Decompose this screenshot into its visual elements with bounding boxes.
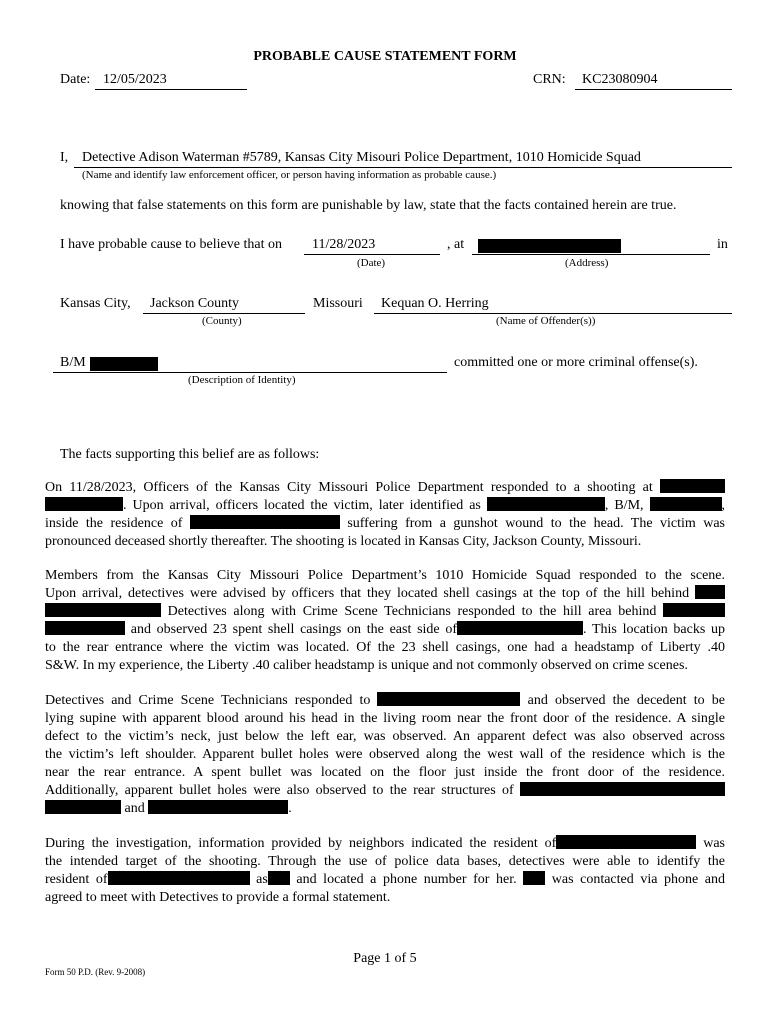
redaction-block xyxy=(487,497,605,511)
redaction-block xyxy=(268,871,290,885)
identity-caption: (Description of Identity) xyxy=(188,374,296,386)
redaction-block xyxy=(377,692,520,706)
pc-prefix: I have probable cause to believe that on xyxy=(60,237,282,252)
county-caption: (County) xyxy=(202,315,242,327)
narrative-paragraph-2: Members from the Kansas City Missouri Police Department’s 1010 Homicide Squad responded to the scene. Upon arrival, detectives were advised by officers that they located shell casings at the top of the hill behind Detectives along with Crime Scene Technicians responded to the hill area behind and observed 23 spent shell casings on the east side of . This location backs up to the rear entrance where the victim was located. Of the 23 shell casings, one had a headstamp of Liberty .40 S&W. In my experience, the Liberty .40 caliber headstamp is unique and not commonly observed on crime scenes. xyxy=(45,568,725,673)
pc-in: in xyxy=(717,237,728,252)
redaction-block xyxy=(523,871,545,885)
redaction-block xyxy=(478,239,621,253)
narrative-paragraph-1: On 11/28/2023, Officers of the Kansas City Missouri Police Department responded to a shooting at . Upon arrival, officers located the victim, later identified as , B/M, , inside the residence of suffering from a gunshot wound to the head. The victim was pronounced deceased shortly thereafter. The shooting is located in Kansas City, Jackson County, Missouri. xyxy=(45,480,725,549)
form-number: Form 50 P.D. (Rev. 9-2008) xyxy=(45,967,146,977)
date-caption: (Date) xyxy=(357,257,386,269)
redaction-block xyxy=(45,621,125,635)
redaction-block xyxy=(457,621,583,635)
city-label: Kansas City, xyxy=(60,296,131,311)
pc-date-field: 11/28/2023 xyxy=(304,236,440,255)
redaction-block xyxy=(45,497,123,511)
redaction-block xyxy=(650,497,722,511)
narrative-paragraph-4: During the investigation, information provided by neighbors indicated the resident of was the intended target of the shooting. Through the use of police data bases, detectives were able to identify the resident of as and located a phone number for her. was contacted via phone and agreed to meet with Detectives to provide a formal statement. xyxy=(45,836,725,905)
identity-value: B/M xyxy=(60,355,86,370)
knowing-statement: knowing that false statements on this form are punishable by law, state that the facts contained herein are true. xyxy=(60,198,677,213)
facts-intro: The facts supporting this belief are as follows: xyxy=(60,447,320,462)
committed-text: committed one or more criminal offense(s). xyxy=(454,355,698,370)
page-number: Page 1 of 5 xyxy=(353,951,417,966)
redaction-block xyxy=(695,585,725,599)
officer-caption: (Name and identify law enforcement officer, or person having information as probable cause.) xyxy=(82,169,497,181)
redaction-block xyxy=(190,515,340,529)
redaction-block xyxy=(663,603,725,617)
redaction-block xyxy=(108,871,250,885)
redaction-block xyxy=(556,835,696,849)
county-field: Jackson County xyxy=(143,295,305,314)
form-title: PROBABLE CAUSE STATEMENT FORM xyxy=(253,49,517,64)
redaction-block xyxy=(45,800,121,814)
offender-caption: (Name of Offender(s)) xyxy=(496,315,596,327)
redaction-block xyxy=(45,603,161,617)
date-label: Date: xyxy=(60,72,91,87)
pc-at: , at xyxy=(447,237,465,252)
redaction-block xyxy=(148,800,288,814)
address-caption: (Address) xyxy=(565,257,609,269)
date-field: 12/05/2023 xyxy=(95,71,247,90)
state-label: Missouri xyxy=(313,296,363,311)
redaction-block xyxy=(660,479,725,493)
narrative-paragraph-3: Detectives and Crime Scene Technicians responded to and observed the decedent to be lying supine with apparent blood around his head in the living room near the front door of the residence. A single defect to the victim’s neck, just below the left ear, was observed. An apparent defect was also observed across the victim’s left shoulder. Apparent bullet holes were observed along the west wall of the residence which is the near the rear entrance. A spent bullet was located on the floor just inside the front door of the residence. Additionally, apparent bullet holes were also observed to the rear structures of and . xyxy=(45,693,725,816)
redaction-block xyxy=(520,782,725,796)
officer-prefix: I, xyxy=(60,150,69,165)
offender-field: Kequan O. Herring xyxy=(374,295,732,314)
crn-label: CRN: xyxy=(533,72,566,87)
redaction-block xyxy=(90,357,158,371)
crn-field: KC23080904 xyxy=(575,71,732,90)
officer-field: Detective Adison Waterman #5789, Kansas City Misouri Police Department, 1010 Homicide Squad xyxy=(74,149,732,168)
